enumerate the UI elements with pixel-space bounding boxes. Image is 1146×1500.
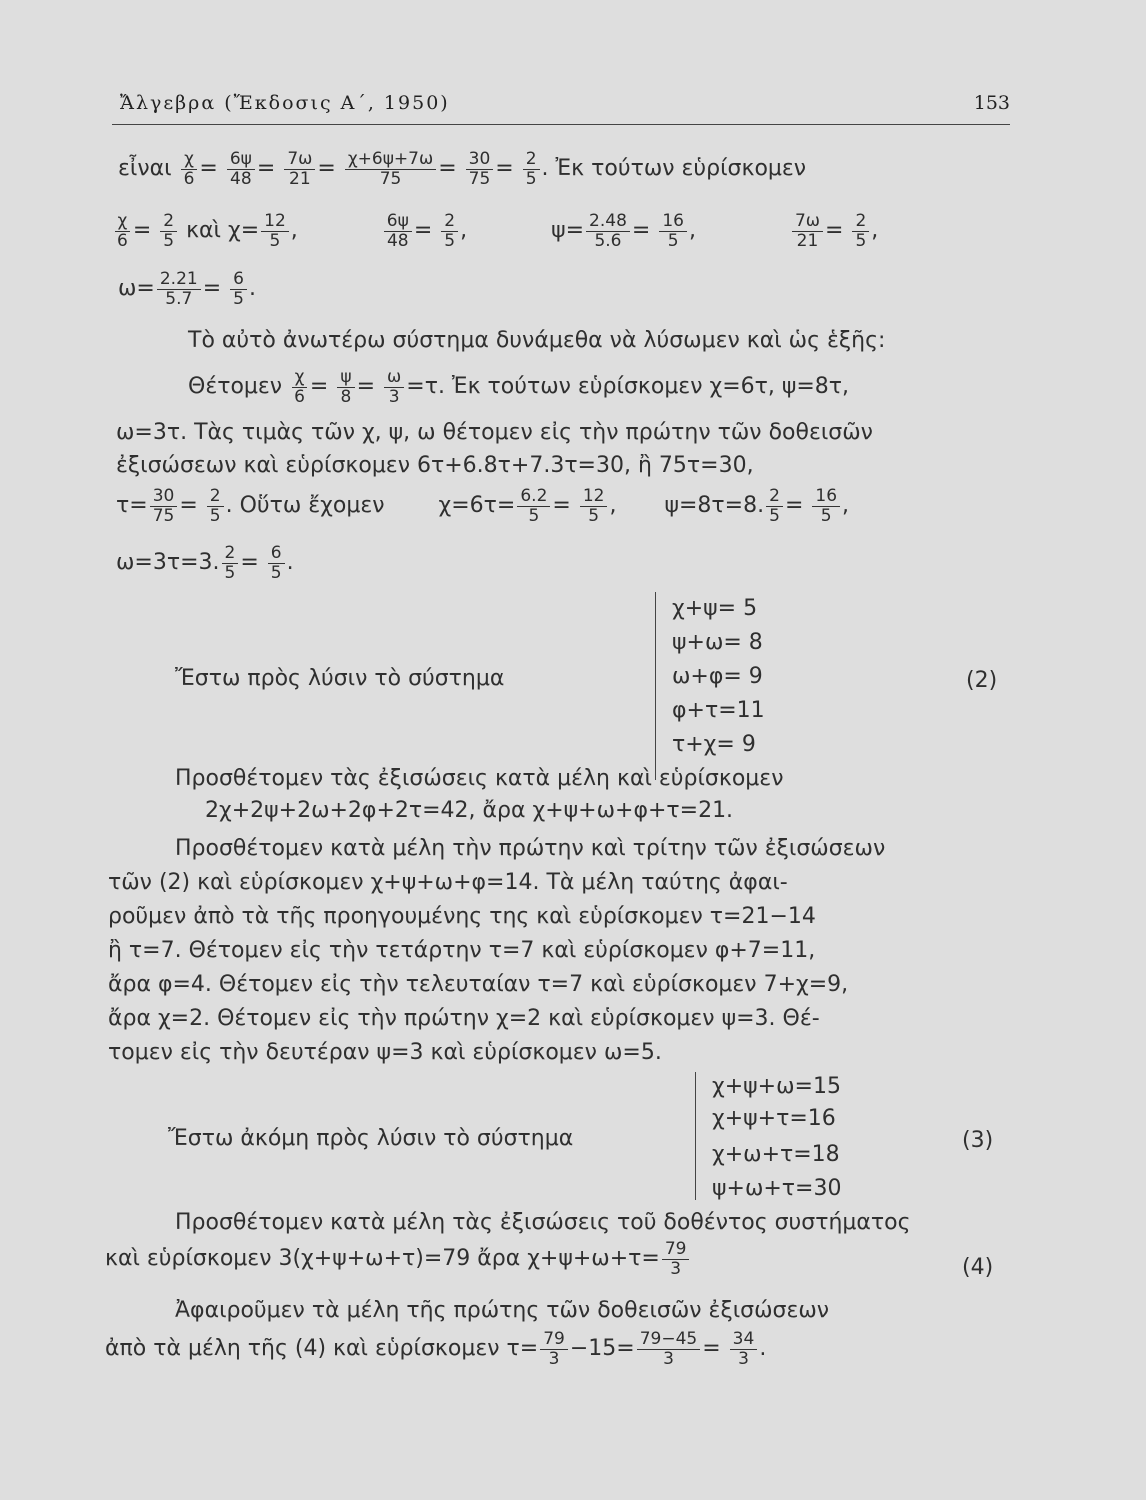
num: 7ω [792,212,823,232]
text: Θέτομεν [188,374,283,400]
fraction [792,212,823,250]
system-2-eq-5: τ+χ= 9 [672,732,756,757]
text: εἶναι [118,156,172,182]
num: 12 [261,212,289,232]
fraction [441,212,458,250]
num: 2 [766,487,783,507]
para-4-line-7: τομεν εἰς τὴν δευτέραν ψ=3 καὶ εὑρίσκομεν ω=5. [108,1040,662,1065]
den: 48 [230,168,252,189]
text: ἀπὸ τὰ μέλη τῆς (4) καὶ εὑρίσκομεν τ= [105,1336,539,1362]
num: 2 [207,487,224,507]
fraction [766,487,783,525]
den: 5 [528,505,540,526]
text: χ=6τ= [438,493,516,519]
fraction [230,270,247,308]
num: 6ψ [227,150,255,170]
page-number: 153 [973,92,1010,114]
num: 6 [230,270,247,290]
fraction [207,487,224,525]
para-5-line-1: Προσθέτομεν κατὰ μέλη τὰς ἐξισώσεις τοῦ δοθέντος συστήματος [175,1210,911,1235]
den: 5 [820,505,832,526]
text: ψ= [551,218,585,244]
den: 3 [388,386,400,407]
den: 5 [233,288,244,309]
fraction [268,544,285,582]
system-2-eq-1: χ+ψ= 5 [672,596,758,621]
equation-4-label: (4) [962,1255,994,1280]
para-3-line-1: Προσθέτομεν τὰς ἐξισώσεις κατὰ μέλη καὶ εὑρίσκομεν [175,766,784,791]
num: 30 [466,150,494,170]
den: 21 [796,230,819,251]
fraction [523,150,540,188]
num: 6.2 [517,487,550,507]
den: 75 [468,168,491,189]
fraction [114,212,131,250]
line-6: ω=3τ. Τὰς τιμὰς τῶν χ, ψ, ω θέτομεν εἰς τὴν πρώτην τῶν δοθεισῶν [116,420,873,445]
para-5-line-2 [105,1240,691,1278]
brace-3 [695,1072,696,1200]
den: 5 [667,230,679,251]
num: 6 [268,544,285,564]
num: 16 [812,487,840,507]
den: 5 [269,230,281,251]
fraction [812,487,840,525]
den: 5 [769,505,780,526]
den: 5 [270,562,282,583]
den: 3 [663,1348,674,1369]
den: 75 [379,168,402,189]
system-3-eq-2: χ+ψ+τ=16 [712,1106,836,1131]
text: καὶ χ= [186,218,260,244]
num: 79 [662,1240,690,1260]
num: 7ω [284,150,315,170]
text: . Ἐκ τούτων εὑρίσκομεν [541,156,807,182]
num: 30 [150,487,178,507]
fraction [160,212,177,250]
den: 75 [152,505,175,526]
paragraph-2: Τὸ αὐτὸ ἀνωτέρω σύστημα δυνάμεθα νὰ λύσωμεν καὶ ὡς ἑξῆς: [188,328,886,353]
system-2-intro: Ἔστω πρὸς λύσιν τὸ σύστημα [175,666,505,691]
num: 2.48 [586,212,630,232]
den: 6 [117,230,128,251]
text: τ= [116,493,148,519]
system-3-intro: Ἔστω ἀκόμη πρὸς λύσιν τὸ σύστημα [168,1126,574,1151]
system-3-label: (3) [962,1128,994,1153]
num: χ [181,150,197,170]
den: 3 [548,1348,560,1369]
para-6-line-2: ἀπὸ τὰ μέλη τῆς (4) καὶ εὑρίσκομεν τ= $\frac{79}{3}$ −15= $\frac{79-45}{3}$ = $\frac{34}{3}$ . [105,1329,767,1369]
fraction [580,487,608,525]
para-4-line-6: ἄρα χ=2. Θέτομεν εἰς τὴν πρώτην χ=2 καὶ εὑρίσκομεν ψ=3. Θέ- [108,1006,820,1031]
line-7: ἐξισώσεων καὶ εὑρίσκομεν 6τ+6.8τ+7.3τ=30, ἢ 75τ=30, [116,453,754,478]
para-4-line-3: ροῦμεν ἀπὸ τὰ τῆς προηγουμένης της καὶ εὑρίσκομεν τ=21−14 [108,904,816,929]
text: ψ=8τ=8. [664,493,765,519]
header-title: Ἄλγεβρα (Ἔκδοσις Α΄, 1950) [120,92,450,114]
num: 2.21 [157,270,201,290]
den: 5.6 [594,230,622,251]
system-2-eq-2: ψ+ω= 8 [672,630,763,655]
den: 3 [670,1258,682,1279]
num: 12 [580,487,608,507]
text: =τ. Ἐκ τούτων εὑρίσκομεν χ=6τ, ψ=8τ, [406,374,850,400]
num: 2 [441,212,458,232]
den: 5 [444,230,456,251]
den: 6 [294,386,305,407]
num: ψ [337,368,354,388]
line-5: Θέτομεν $\frac{\chi}{6}$ = $\frac{\psi}{8}$ = $\frac{\omega}{3}$ =τ. Ἐκ τούτων εὑρίσκομεν χ=6τ, ψ=8τ, [188,367,850,407]
text: ω=3τ=3. [116,550,220,576]
num: 79 [540,1330,568,1350]
fraction [181,150,198,188]
fraction [337,368,354,406]
num: 6ψ [384,212,412,232]
den: 5 [855,230,867,251]
line-9: ω=3τ=3. $\frac{2}{5}$ = $\frac{6}{5}$ . [116,543,294,583]
para-4-line-4: ἢ τ=7. Θέτομεν εἰς τὴν τετάρτην τ=7 καὶ εὑρίσκομεν φ+7=11, [108,938,816,963]
num: 2 [160,212,177,232]
fraction [384,212,412,250]
line-3: ω= $\frac{2.21}{5.7}$ = $\frac{6}{5}$ . [118,269,256,309]
line-8: τ= $\frac{30}{75}$ = $\frac{2}{5}$ . Οὕτω ἔχομεν χ=6τ= $\frac{6.2}{5}$ = $\frac{12}{5}$ , ψ=8τ=8. $\frac{2}{5}$ = $\frac{16}{5}$ , [116,486,850,526]
den: 3 [738,1348,749,1369]
num: χ [115,212,131,232]
fraction [637,1330,701,1368]
num: 2 [852,212,869,232]
fraction [291,368,308,406]
text: ω= [118,276,155,302]
num: 16 [659,212,687,232]
para-6-line-1: Ἀφαιροῦμεν τὰ μέλη τῆς πρώτης τῶν δοθεισῶν ἐξισώσεων [175,1298,830,1323]
den: 5.7 [165,288,193,309]
num: 2 [523,150,540,170]
text: . Οὕτω ἔχομεν [225,493,385,519]
den: 6 [183,168,195,189]
para-4-line-2: τῶν (2) καὶ εὑρίσκομεν χ+ψ+ω+φ=14. Τὰ μέλη ταύτης ἀφαι- [108,870,788,895]
text: καὶ εὑρίσκομεν 3(χ+ψ+ω+τ)=79 ἄρα χ+ψ+ω+τ= [105,1246,660,1272]
den: 5 [224,562,236,583]
fraction [517,487,550,525]
num: χ [292,368,308,388]
fraction [586,212,630,250]
system-3-eq-4: ψ+ω+τ=30 [712,1176,842,1201]
text: −15= [569,1336,635,1362]
fraction [222,544,239,582]
system-3-eq-1: χ+ψ+ω=15 [712,1074,841,1099]
fraction [852,212,869,250]
brace-2 [655,592,656,780]
fraction [466,150,494,188]
system-2-label: (2) [966,668,998,693]
den: 5 [163,230,175,251]
fraction [157,270,201,308]
den: 5 [209,505,221,526]
fraction [284,150,315,188]
running-header [112,92,1010,125]
num: ω [384,368,404,388]
fraction [345,150,436,188]
line-2: $\frac{\chi}{6}$ = $\frac{2}{5}$ καὶ χ= $\frac{12}{5}$ , $\frac{6\psi}{48}$ = $\frac{2}{5}$ , ψ= $\frac{2.48}{5.6}$ = $\frac{16}{5}$ , $\frac{7\omega}{21}$ = $\frac{2}{5}$ , [112,212,878,250]
fraction [730,1330,758,1368]
para-4-line-1: Προσθέτομεν κατὰ μέλη τὴν πρώτην καὶ τρίτην τῶν ἐξισώσεων [175,836,886,861]
fraction [540,1330,568,1368]
fraction [261,212,289,250]
line-1: εἶναι $\frac{\chi}{6}$ = $\frac{6\psi}{48}$ = $\frac{7\omega}{21}$ = $\frac{\chi+6\psi+7\omega}{75}$ = $\frac{30}{75}$ = $\frac{2}{5}$ . Ἐκ τούτων εὑρίσκομεν [118,149,807,189]
fraction [662,1240,690,1278]
system-3-eq-3: χ+ω+τ=18 [712,1142,840,1167]
fraction [659,212,687,250]
num: 79−45 [637,1330,701,1350]
den: 5 [588,505,600,526]
den: 8 [340,386,352,407]
den: 5 [525,168,537,189]
den: 48 [386,230,409,251]
num: 34 [730,1330,758,1350]
fraction [227,150,255,188]
fraction [384,368,404,406]
para-4-line-5: ἄρα φ=4. Θέτομεν εἰς τὴν τελευταίαν τ=7 καὶ εὑρίσκομεν 7+χ=9, [108,972,849,997]
num: 2 [222,544,239,564]
system-2-eq-3: ω+φ= 9 [672,664,763,689]
system-2-eq-4: φ+τ=11 [672,698,765,723]
num: χ+6ψ+7ω [345,150,436,170]
den: 21 [289,168,311,189]
para-3-line-2: 2χ+2ψ+2ω+2φ+2τ=42, ἄρα χ+ψ+ω+φ+τ=21. [205,798,734,823]
fraction [150,487,178,525]
